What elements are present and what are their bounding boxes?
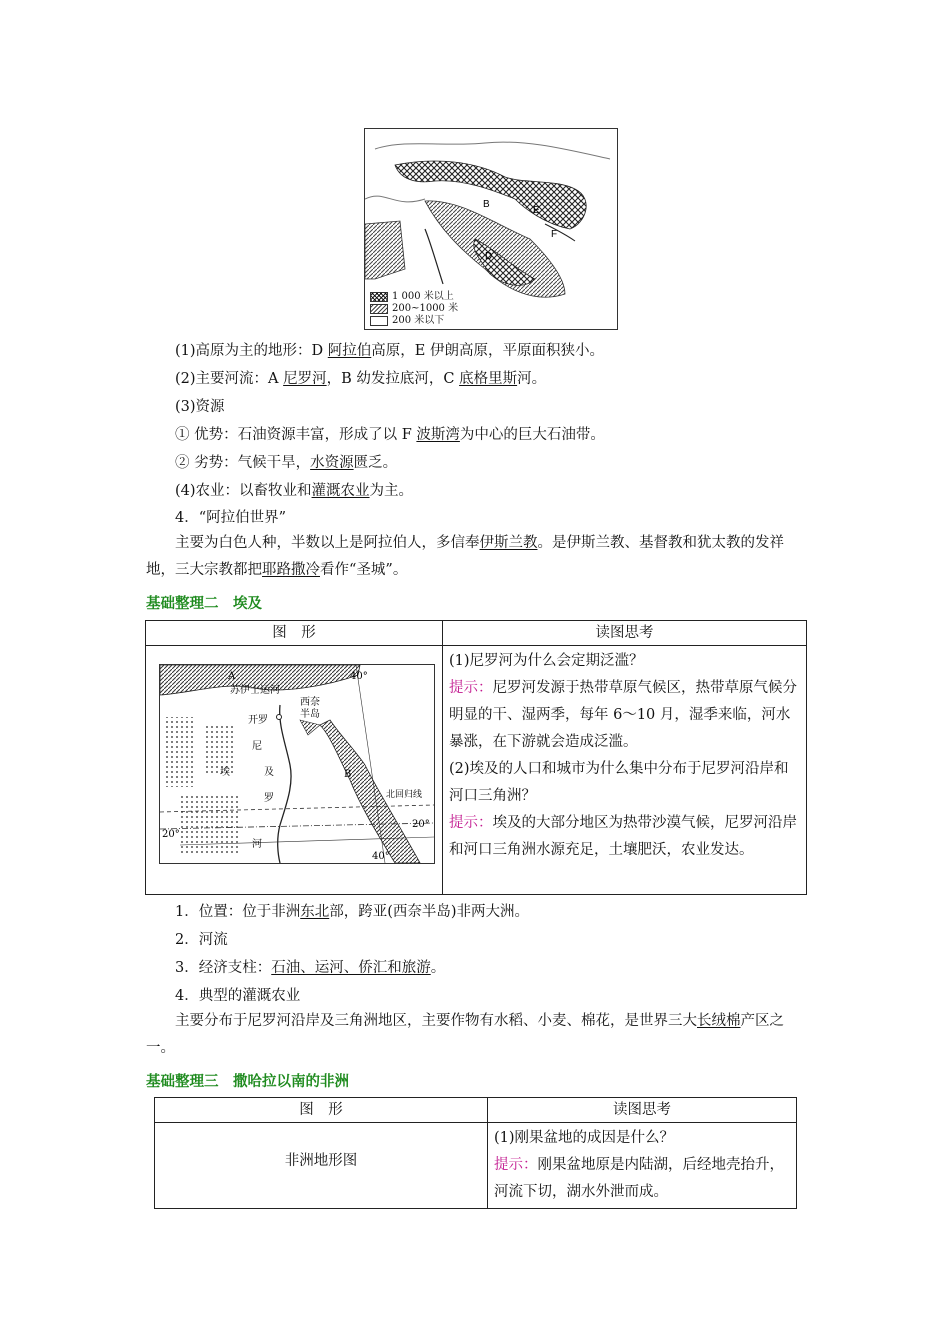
map1-label-d: D [485, 251, 493, 262]
egypt-label-sinai2: 半岛 [300, 709, 320, 720]
egypt-label-luo: 罗 [264, 793, 274, 804]
egypt-label-20e: 20° [412, 819, 430, 830]
map1-label-f: F [551, 229, 558, 240]
africa-qa [488, 1123, 796, 1208]
egypt-label-ni: 尼 [252, 741, 262, 752]
legend-item-mid: 200~1000 米 [370, 303, 458, 315]
rivers-line: (2)主要河流：A 尼罗河，B 幼发拉底河，C 底格里斯河。 [175, 371, 547, 387]
terrain-line: (1)高原为主的地形：D 阿拉伯高原，E 伊朗高原，平原面积狭小。 [175, 343, 604, 359]
legend-item-high: 1 000 米以上 [370, 291, 458, 303]
egypt-label-ji: 及 [264, 767, 274, 778]
egypt-map-svg [160, 665, 434, 863]
egypt-label-sinai1: 西奈 [300, 697, 320, 708]
advantage-line: ① 优势：石油资源丰富，形成了以 F 波斯湾为中心的巨大石油带。 [175, 427, 605, 443]
egypt-economy-line: 3．经济支柱：石油、运河、侨汇和旅游。 [175, 960, 446, 976]
arab-world-heading: 4．“阿拉伯世界” [175, 510, 287, 526]
arab-world-paragraph: 主要为白色人种，半数以上是阿拉伯人，多信奉伊斯兰教。是伊斯兰教、基督教和犹太教的发祥地，三大宗教都把耶路撒冷看作“圣城”。 [146, 535, 784, 578]
africa-q1: (1)刚果盆地的成因是什么？ [494, 1130, 675, 1146]
africa-map-cell [155, 1123, 488, 1209]
egypt-a1: 提示：尼罗河发源于热带草原气候区，热带草原气候分明显的干、湿两季，每年 6～10 月，湿季来临，河水暴涨，在下游就会造成泛滥。 [449, 680, 797, 750]
map1-label-e: E [533, 205, 540, 216]
egypt-a2: 提示：埃及的大部分地区为热带沙漠气候，尼罗河沿岸和河口三角洲水源充足，土壤肥沃，农业发达。 [449, 815, 797, 858]
map1-legend [367, 289, 461, 329]
egypt-col-think: 读图思考 [443, 621, 807, 646]
egypt-think-cell [443, 646, 807, 895]
egypt-col-figure: 图 形 [146, 621, 443, 646]
egypt-location-line: 1．位置：位于非洲东北部，跨亚(西奈半岛)非两大洲。 [175, 904, 530, 920]
section2-title: 基础整理二 埃及 [146, 596, 262, 612]
egypt-label-40n: 40° [350, 671, 368, 682]
africa-col-figure: 图 形 [155, 1098, 488, 1123]
africa-a1: 提示：刚果盆地原是内陆湖，后经地壳抬升，河流下切，湖水外泄而成。 [494, 1157, 784, 1200]
egypt-qa [443, 646, 806, 866]
egypt-label-a: A [228, 671, 236, 682]
egypt-q1: (1)尼罗河为什么会定期泛滥？ [449, 653, 644, 669]
egypt-label-40s: 40° [372, 851, 390, 862]
africa-table [154, 1097, 797, 1209]
egypt-agriculture-line: 4．典型的灌溉农业 [175, 988, 301, 1004]
middle-east-terrain-map [364, 128, 618, 330]
africa-col-think: 读图思考 [488, 1098, 797, 1123]
egypt-label-cairo: 开罗 [248, 715, 268, 726]
egypt-agriculture-paragraph: 主要分布于尼罗河沿岸及三角洲地区，主要作物有水稻、小麦、棉花，是世界三大长绒棉产区之一。 [146, 1013, 784, 1056]
section3-title: 基础整理三 撒哈拉以南的非洲 [146, 1074, 349, 1090]
egypt-label-tropic: 北回归线 [386, 790, 423, 800]
map1-label-b: B [483, 199, 490, 210]
africa-map-caption: 非洲地形图 [284, 1153, 358, 1169]
resources-heading: (3)资源 [175, 399, 225, 415]
africa-think-cell [488, 1123, 797, 1209]
egypt-q2: (2)埃及的人口和城市为什么集中分布于尼罗河沿岸和河口三角洲？ [449, 761, 789, 804]
egypt-map [159, 664, 435, 864]
agriculture-line: (4)农业：以畜牧业和灌溉农业为主。 [175, 483, 414, 499]
legend-item-low: 200 米以下 [370, 315, 458, 327]
egypt-label-ai: 埃 [220, 767, 230, 778]
egypt-label-he: 河 [252, 839, 262, 850]
egypt-label-suez: 苏伊士运河 [230, 685, 280, 696]
egypt-label-b: B [344, 769, 352, 780]
egypt-map-cell [146, 646, 443, 895]
egypt-table [145, 620, 807, 895]
disadvantage-line: ② 劣势：气候干旱，水资源匮乏。 [175, 455, 398, 471]
egypt-river-line: 2．河流 [175, 932, 228, 948]
egypt-label-20w: 20° [162, 829, 180, 840]
